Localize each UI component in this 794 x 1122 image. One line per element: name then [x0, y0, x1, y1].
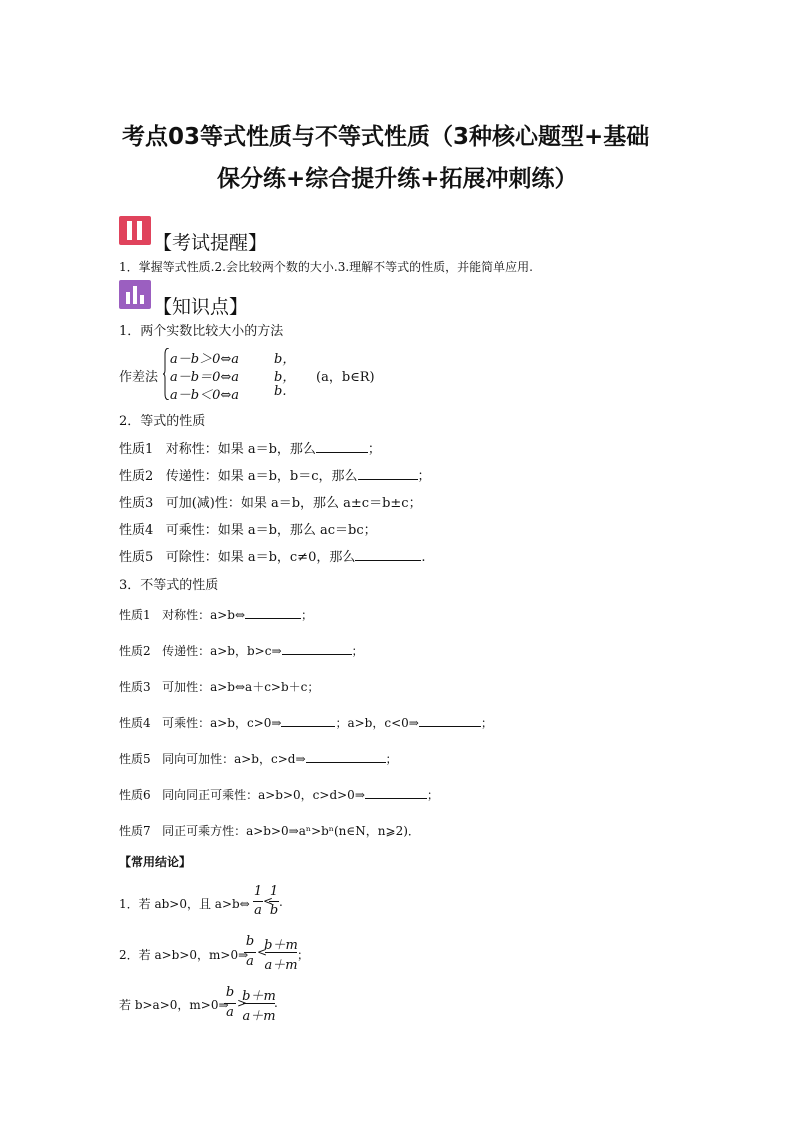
fraction-numerator: b	[245, 934, 255, 949]
brace-icon	[163, 348, 169, 400]
fraction-numerator: b	[225, 985, 235, 1000]
conclusions-heading: 【常用结论】	[119, 855, 192, 869]
ineq-prop-2: 性质2 传递性：a>b，b>c⇒ ；	[119, 644, 364, 658]
fraction-numerator: b＋m	[242, 989, 276, 1004]
ineq-prop-1: 性质1 对称性：a>b⇔ ；	[119, 608, 314, 622]
answer-blank[interactable]	[316, 440, 368, 453]
sentence-end: .	[274, 996, 278, 1010]
pause-bars-icon	[119, 216, 151, 245]
diff-row-1-tail: b，	[274, 352, 296, 367]
diff-condition: (a，b∈R)	[316, 370, 375, 385]
diff-row-2: a－b＝0⇔a	[170, 370, 239, 385]
sentence-end: .	[279, 895, 283, 909]
answer-blank[interactable]	[281, 714, 335, 727]
answer-blank[interactable]	[419, 714, 481, 727]
sentence-end: ；	[297, 948, 310, 962]
diff-row-3-tail: b.	[274, 384, 287, 399]
fraction-numerator: 1	[269, 884, 279, 899]
fraction-denominator: a＋m	[264, 958, 298, 973]
eq-prop-5: 性质5 可除性：如果 a＝b，c≠0，那么 .	[119, 550, 426, 565]
bar-chart-icon	[119, 280, 151, 309]
eq-prop-4: 性质4 可乘性：如果 a＝b，那么 ac＝bc；	[119, 523, 377, 538]
conclusion-3: 若 b>a>0，m>0⇒	[119, 998, 229, 1012]
conclusion-1: 1．若 ab>0，且 a>b⇔	[119, 897, 250, 911]
fraction-bar	[269, 901, 279, 902]
ineq-prop-4: 性质4 可乘性：a>b，c>0⇒ ；a>b，c<0⇒ ；	[119, 716, 493, 730]
reminder-heading: 【考试提醒】	[153, 232, 268, 254]
fraction-denominator: a＋m	[242, 1009, 276, 1024]
compare-operator: <	[263, 894, 274, 908]
item2-title: 2．等式的性质	[119, 414, 206, 429]
diff-method-label: 作差法	[119, 370, 159, 385]
fraction-numerator: b＋m	[264, 938, 298, 953]
ineq-prop-6: 性质6 同向同正可乘性：a>b>0，c>d>0⇒ ；	[119, 788, 439, 802]
fraction-denominator: a	[226, 1005, 234, 1020]
ineq-prop-7: 性质7 同正可乘方性：a>b>0⇒aⁿ>bⁿ(n∈N，n⩾2)．	[119, 824, 420, 838]
diff-row-2-tail: b，	[274, 370, 296, 385]
conclusion-2: 2．若 a>b>0，m>0⇒	[119, 948, 249, 962]
compare-operator: <	[257, 945, 268, 959]
eq-prop-3: 性质3 可加(减)性：如果 a＝b，那么 a±c＝b±c；	[119, 496, 422, 511]
fraction-bar	[244, 952, 256, 953]
fraction-numerator: 1	[253, 884, 263, 899]
item3-title: 3．不等式的性质	[119, 578, 219, 593]
fraction-denominator: b	[269, 903, 279, 918]
fraction-bar	[243, 1003, 275, 1004]
compare-operator: >	[237, 996, 248, 1010]
fraction-bar	[265, 952, 297, 953]
ineq-prop-3: 性质3 可加性：a>b⇔a＋c>b＋c；	[119, 680, 320, 694]
answer-blank[interactable]	[306, 750, 386, 763]
eq-prop-2: 性质2 传递性：如果 a＝b，b＝c，那么 ；	[119, 469, 431, 484]
answer-blank[interactable]	[282, 642, 352, 655]
fraction-denominator: a	[246, 954, 254, 969]
answer-blank[interactable]	[355, 548, 421, 561]
page-title-line1: 考点03等式性质与不等式性质（3种核心题型+基础	[122, 124, 650, 150]
answer-blank[interactable]	[365, 786, 427, 799]
fraction-denominator: a	[254, 903, 262, 918]
fraction-bar	[253, 901, 263, 902]
answer-blank[interactable]	[358, 467, 418, 480]
answer-blank[interactable]	[245, 606, 301, 619]
eq-prop-1: 性质1 对称性：如果 a＝b，那么 ；	[119, 442, 381, 457]
reminder-text: 1．掌握等式性质.2.会比较两个数的大小.3.理解不等式的性质，并能简单应用.	[119, 260, 533, 274]
fraction-bar	[224, 1003, 236, 1004]
item1-title: 1．两个实数比较大小的方法	[119, 324, 284, 339]
diff-row-1: a－b＞0⇔a	[170, 352, 239, 367]
diff-row-3: a－b＜0⇔a	[170, 388, 239, 403]
ineq-prop-5: 性质5 同向可加性：a>b，c>d⇒ ；	[119, 752, 398, 766]
knowledge-heading: 【知识点】	[153, 296, 249, 318]
page-title-line2: 保分练+综合提升练+拓展冲刺练）	[217, 166, 578, 192]
